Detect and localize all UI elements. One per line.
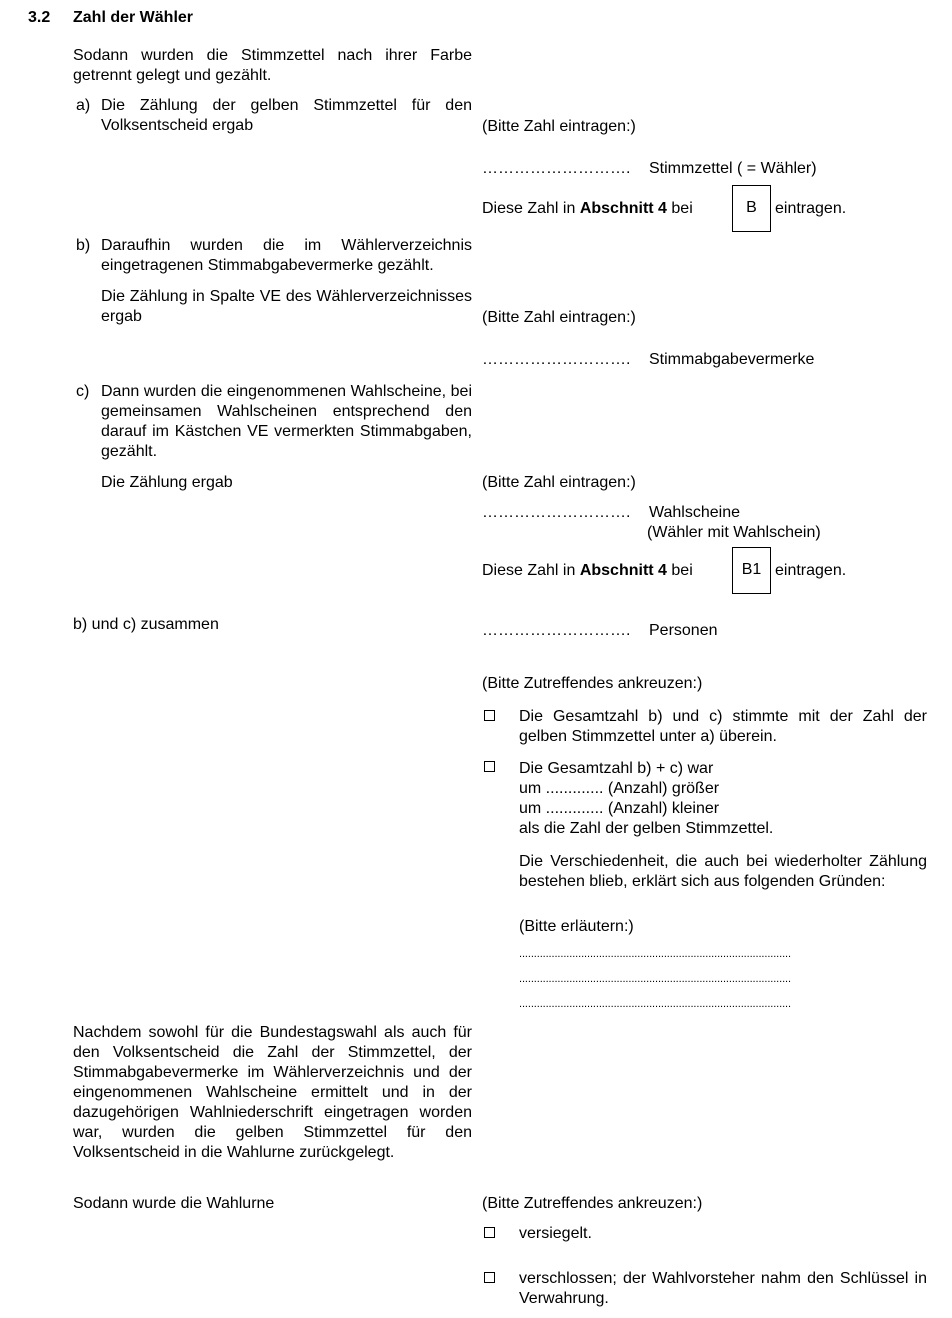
- box-b: B: [732, 185, 771, 232]
- bc-option1-checkbox[interactable]: [484, 710, 495, 721]
- item-b-label: b): [76, 237, 91, 254]
- item-c-unit: Wahlscheine: [649, 504, 741, 521]
- urn-option2-text: verschlossen; der Wahlvorsteher nahm den Schlüssel in Verwahrung.: [519, 1270, 927, 1307]
- item-a-text: Die Zählung der gelben Stimmzettel für den Volksentscheid ergab: [101, 97, 472, 134]
- closing-text: Nachdem sowohl für die Bundestagswahl als auch für den Volksentscheid die Zahl der Stimmzettel, der Stimmabgabevermerke im Wählerverzeichnis und der eingenommenen Wahlscheine ermittelt und in der dazugehörigen Wahlniederschrift eingetragen worden war, wurden die gelben Stimmzettel für den Volksentscheid in die Wahlurne zurückgelegt.: [73, 1024, 472, 1161]
- bc-hint: (Bitte Zutreffendes ankreuzen:): [482, 675, 703, 692]
- bc-option2-line2: um ............. (Anzahl) größer: [519, 780, 720, 797]
- item-b-hint: (Bitte Zahl eintragen:): [482, 309, 636, 326]
- bc-explain-hint: (Bitte erläutern:): [519, 918, 634, 935]
- bc-reason-text: Die Verschiedenheit, die auch bei wiederholter Zählung bestehen blieb, erklärt sich aus folgenden Gründen:: [519, 853, 927, 890]
- urn-option1-text: versiegelt.: [519, 1225, 592, 1242]
- item-a-label: a): [76, 97, 91, 114]
- item-c-note-after: eintragen.: [775, 562, 847, 579]
- item-c-text2: Die Zählung ergab: [101, 474, 233, 491]
- bc-option2-line3: um ............. (Anzahl) kleiner: [519, 800, 720, 817]
- box-b1: B1: [732, 547, 771, 594]
- item-a-hint: (Bitte Zahl eintragen:): [482, 118, 636, 135]
- bc-explain-line-2[interactable]: ............................................................................................: [519, 973, 791, 985]
- item-a-note-after: eintragen.: [775, 200, 847, 217]
- item-a-unit: Stimmzettel ( = Wähler): [649, 160, 817, 177]
- bc-option1-text: Die Gesamtzahl b) und c) stimmte mit der Zahl der gelben Stimmzettel unter a) überein.: [519, 708, 927, 745]
- intro-text: Sodann wurden die Stimmzettel nach ihrer Farbe getrennt gelegt und gezählt.: [73, 47, 472, 84]
- item-c-unit2: (Wähler mit Wahlschein): [647, 524, 821, 541]
- bc-option2-line1: Die Gesamtzahl b) + c) war: [519, 760, 714, 777]
- bc-explain-line-1[interactable]: ............................................................................................: [519, 948, 791, 960]
- bc-text: b) und c) zusammen: [73, 616, 219, 633]
- section-title: Zahl der Wähler: [73, 9, 194, 26]
- item-c-text: Dann wurden die eingenommenen Wahlscheine, bei gemeinsamen Wahlscheinen entsprechend den darauf im Kästchen VE vermerkten Stimmabgaben, gezählt.: [101, 383, 472, 460]
- section-number: 3.2: [28, 9, 51, 26]
- urn-hint: (Bitte Zutreffendes ankreuzen:): [482, 1195, 703, 1212]
- item-c-hint: (Bitte Zahl eintragen:): [482, 474, 636, 491]
- bc-option2-line4: als die Zahl der gelben Stimmzettel.: [519, 820, 774, 837]
- item-c-label: c): [76, 383, 90, 400]
- item-b-unit: Stimmabgabevermerke: [649, 351, 815, 368]
- item-b-dots: ……………………….: [482, 351, 631, 368]
- item-c-dots: ……………………….: [482, 504, 631, 521]
- item-a-note: Diese Zahl in Abschnitt 4 bei: [482, 200, 693, 217]
- bc-unit: Personen: [649, 622, 718, 639]
- item-c-note: Diese Zahl in Abschnitt 4 bei: [482, 562, 693, 579]
- item-b-text2: Die Zählung in Spalte VE des Wählerverzeichnisses ergab: [101, 288, 472, 325]
- bc-dots: ……………………….: [482, 622, 631, 639]
- bc-option2-checkbox[interactable]: [484, 761, 495, 772]
- urn-text: Sodann wurde die Wahlurne: [73, 1195, 275, 1212]
- item-b-text: Daraufhin wurden die im Wählerverzeichnis eingetragenen Stimmabgabevermerke gezählt.: [101, 237, 472, 274]
- bc-explain-line-3[interactable]: ............................................................................................: [519, 998, 791, 1010]
- urn-option1-checkbox[interactable]: [484, 1227, 495, 1238]
- urn-option2-checkbox[interactable]: [484, 1272, 495, 1283]
- item-a-dots: ……………………….: [482, 160, 631, 177]
